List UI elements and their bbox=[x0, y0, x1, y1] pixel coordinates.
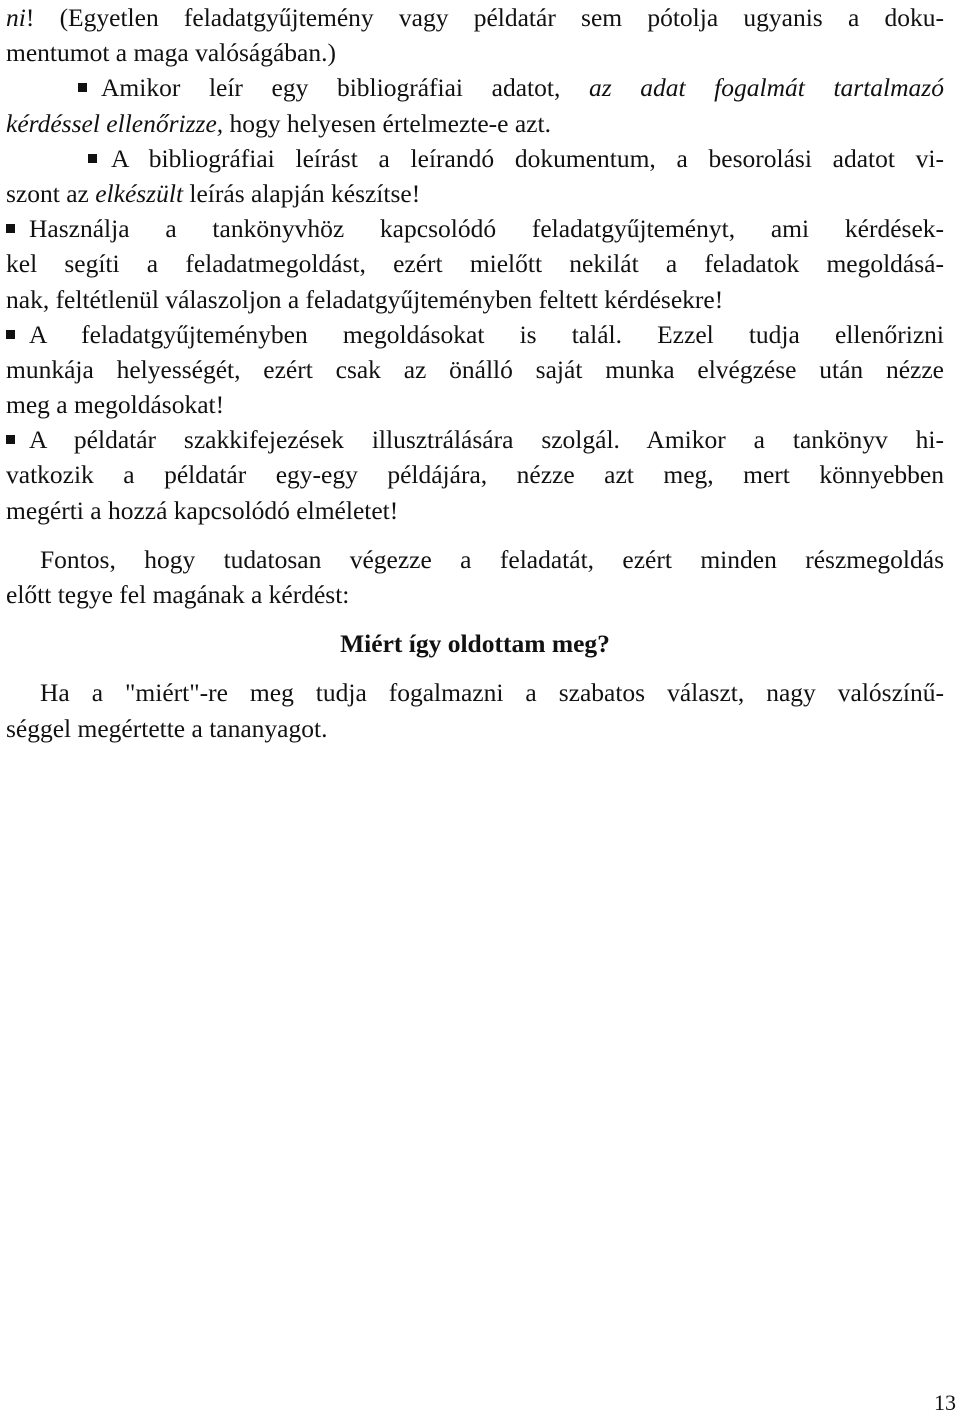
bullet-item: A feladatgyűjteményben megoldásokat is talál. Ezzel tudja ellenőrizni bbox=[6, 317, 944, 352]
text-line: mentumot a maga valóságában.) bbox=[6, 38, 336, 68]
square-bullet-icon bbox=[6, 435, 15, 444]
text-line: kérdéssel ellenőrizze, hogy helyesen értelmezte-e azt. bbox=[6, 108, 551, 138]
emphasis-heading: Miért így oldottam meg? bbox=[340, 629, 610, 659]
text-line: nak, feltétlenül válaszoljon a feladatgyűjteményben feltett kérdésekre! bbox=[6, 284, 724, 314]
bullet-item: Használja a tankönyvhöz kapcsolódó feladatgyűjteményt, ami kérdések- bbox=[6, 211, 944, 246]
square-bullet-icon bbox=[78, 83, 87, 92]
text-line: ni! (Egyetlen feladatgyűjtemény vagy példatár sem pótolja ugyanis a doku- bbox=[6, 3, 944, 32]
text-line: séggel megértette a tananyagot. bbox=[6, 713, 328, 743]
text-line: meg a megoldásokat! bbox=[6, 390, 225, 420]
text-line: kel segíti a feladatmegoldást, ezért mielőtt nekilát a feladatok megoldásá- bbox=[6, 249, 944, 279]
page-number: 13 bbox=[934, 1390, 956, 1415]
text-line: vatkozik a példatár egy-egy példájára, nézze azt meg, mert könnyebben bbox=[6, 460, 944, 490]
text-line: munkája helyességét, ezért csak az önálló saját munka elvégzése után nézze bbox=[6, 354, 944, 384]
paragraph-line: Fontos, hogy tudatosan végezze a feladatát, ezért minden részmegoldás bbox=[40, 544, 944, 574]
square-bullet-icon bbox=[6, 224, 15, 233]
bullet-item: Amikor leír egy bibliográfiai adatot, az adat fogalmát tartalmazó bbox=[6, 70, 944, 105]
bullet-item: A bibliográfiai leírást a leírandó dokumentum, a besorolási adatot vi- bbox=[6, 141, 944, 176]
text-line: megérti a hozzá kapcsolódó elméletet! bbox=[6, 495, 399, 525]
square-bullet-icon bbox=[6, 330, 15, 339]
text-line: előtt tegye fel magának a kérdést: bbox=[6, 580, 350, 609]
bullet-item: A példatár szakkifejezések illusztrálására szolgál. Amikor a tankönyv hi- bbox=[6, 422, 944, 457]
square-bullet-icon bbox=[88, 154, 97, 163]
text-line: szont az elkészült leírás alapján készítse! bbox=[6, 178, 421, 208]
document-page bbox=[6, 0, 944, 746]
paragraph-line: Ha a "miért"-re meg tudja fogalmazni a szabatos választ, nagy valószínű- bbox=[40, 678, 944, 708]
